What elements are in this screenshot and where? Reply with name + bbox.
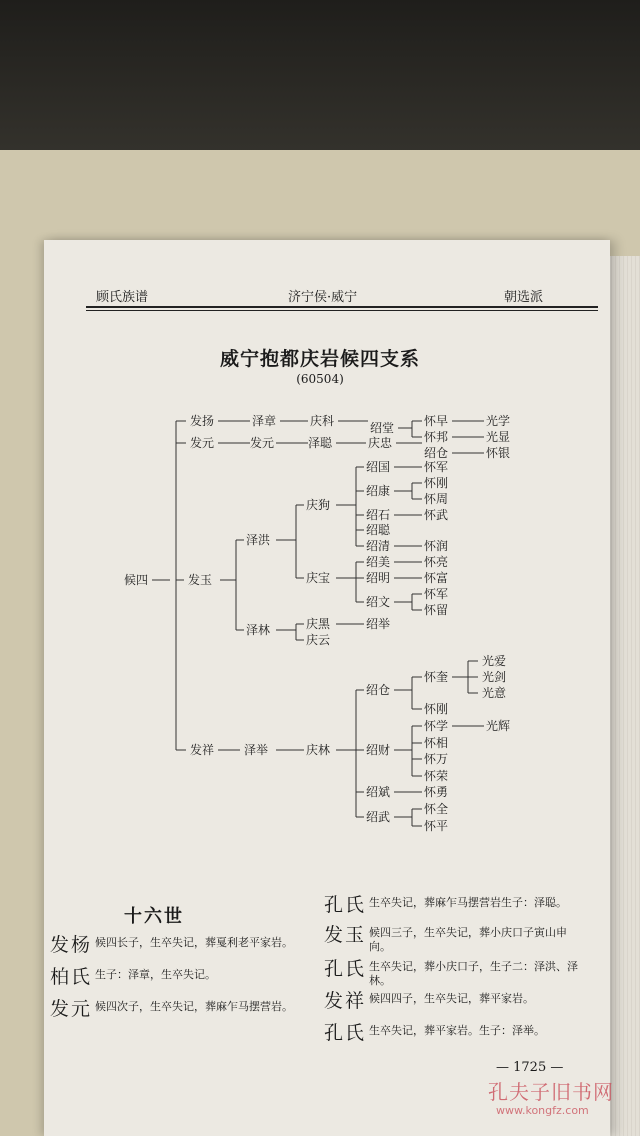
node-g5: 怀富	[424, 571, 449, 585]
node-g6: 光显	[486, 430, 511, 444]
node-g4: 绍武	[366, 810, 391, 824]
header-left: 顾氏族谱	[96, 290, 149, 305]
generation-heading: 十六世	[124, 906, 184, 927]
entry-desc: 生卒失记，葬麻乍马摆营岩生子：泽聪。	[369, 896, 568, 909]
node-g3: 庆狗	[306, 498, 331, 512]
node-g3: 庆宝	[306, 571, 331, 585]
entry-name: 孔氏	[324, 1022, 367, 1044]
entry-desc: 候四次子，生卒失记，葬麻乍马摆营岩。	[95, 1000, 294, 1013]
genealogy-entry	[50, 998, 312, 1020]
watermark: 孔夫子旧书网	[488, 1080, 614, 1104]
node-g4: 绍石	[366, 508, 391, 522]
node-g4: 绍堂	[370, 421, 395, 435]
node-g4: 绍明	[366, 571, 391, 585]
genealogy-entry	[324, 924, 582, 954]
node-g3: 泽聪	[308, 436, 333, 450]
node-g1: 发扬	[190, 414, 215, 428]
node-g4: 绍国	[366, 460, 391, 474]
node-g1: 发玉	[188, 573, 213, 587]
node-g5: 怀勇	[424, 785, 449, 799]
header-right: 朝选派	[504, 290, 544, 305]
header-rule	[86, 306, 598, 308]
node-g3: 庆林	[306, 743, 331, 757]
node-g5: 怀奎	[424, 670, 449, 684]
node-g5: 怀留	[424, 603, 449, 617]
entry-desc: 候四三子，生卒失记，葬小庆口子寅山申向。	[369, 926, 568, 953]
node-g5: 怀武	[424, 508, 449, 522]
node-g6: 光辉	[486, 719, 511, 733]
node-g6: 光剑	[482, 670, 507, 684]
entry-name: 柏氏	[50, 966, 93, 988]
genealogy-entry	[50, 934, 312, 956]
node-g5: 怀相	[424, 736, 449, 750]
entry-desc: 生卒失记，葬小庆口子，生子二：泽洪、泽林。	[369, 960, 579, 987]
page-number: — 1725 —	[496, 1060, 564, 1075]
node-g5: 怀周	[424, 492, 449, 506]
node-g6: 光学	[486, 414, 511, 428]
node-g4: 绍文	[366, 595, 391, 609]
node-g2: 泽洪	[246, 533, 271, 547]
node-g5: 怀早	[424, 414, 449, 428]
node-g6: 光意	[482, 686, 507, 700]
node-g6: 光爱	[482, 654, 507, 668]
header-center: 济宁侯·威宁	[288, 290, 358, 305]
entry-name: 发玉	[324, 924, 367, 946]
watermark-url: www.kongfz.com	[496, 1104, 589, 1117]
node-g3: 庆云	[306, 633, 331, 647]
node-g4: 绍康	[366, 484, 391, 498]
node-g2: 发元	[250, 436, 275, 450]
background-dark	[0, 0, 640, 170]
node-root: 候四	[124, 573, 149, 587]
node-g4: 绍清	[366, 539, 391, 553]
entry-name: 发杨	[50, 934, 93, 956]
node-g4: 绍仓	[366, 683, 391, 697]
family-tree	[0, 400, 640, 840]
node-g2: 泽举	[244, 743, 269, 757]
node-g4: 绍财	[366, 743, 391, 757]
genealogy-entry	[324, 1022, 582, 1044]
entry-name: 发元	[50, 998, 93, 1020]
node-g4: 绍斌	[366, 785, 391, 799]
node-g1: 发祥	[190, 743, 215, 757]
entry-name: 发祥	[324, 990, 367, 1012]
genealogy-entry	[50, 966, 312, 988]
node-g5: 怀刚	[424, 476, 449, 490]
node-g5: 绍仓	[424, 446, 449, 460]
node-g5: 怀平	[424, 819, 449, 833]
page-title: 威宁抱都庆岩候四支系	[219, 348, 420, 370]
entry-desc: 候四长子，生卒失记，葬戛利老平家岩。	[95, 936, 294, 949]
node-g5: 怀亮	[424, 555, 449, 569]
node-g5: 怀军	[424, 460, 449, 474]
node-g5: 怀军	[424, 587, 449, 601]
node-g2: 泽章	[252, 414, 277, 428]
entry-desc: 候四四子，生卒失记，葬平家岩。	[369, 992, 535, 1005]
node-g3: 庆科	[310, 414, 335, 428]
node-g5: 怀万	[424, 752, 449, 766]
node-g4: 绍美	[366, 555, 391, 569]
node-g4: 绍聪	[366, 523, 391, 537]
node-g5: 怀刚	[424, 702, 449, 716]
node-g6: 怀银	[486, 446, 511, 460]
node-g5: 怀邦	[424, 430, 449, 444]
entry-name: 孔氏	[324, 958, 367, 980]
node-g1: 发元	[190, 436, 215, 450]
entry-desc: 生子：泽章，生卒失记。	[95, 968, 217, 981]
node-g4: 庆忠	[368, 436, 393, 450]
lineage-code: (60504)	[296, 372, 344, 386]
node-g5: 怀润	[424, 539, 449, 553]
entry-desc: 生卒失记，葬平家岩。生子：泽举。	[369, 1024, 546, 1037]
entry-name: 孔氏	[324, 894, 367, 916]
node-g5: 怀全	[424, 802, 449, 816]
genealogy-entry	[324, 894, 582, 916]
node-g4: 绍举	[366, 617, 391, 631]
genealogy-entry	[324, 958, 582, 988]
header-rule-thin	[86, 310, 598, 311]
genealogy-entry	[324, 990, 582, 1012]
node-g2: 泽林	[246, 623, 271, 637]
node-g3: 庆黑	[306, 617, 331, 631]
node-g5: 怀学	[424, 719, 449, 733]
node-g5: 怀荣	[424, 769, 449, 783]
